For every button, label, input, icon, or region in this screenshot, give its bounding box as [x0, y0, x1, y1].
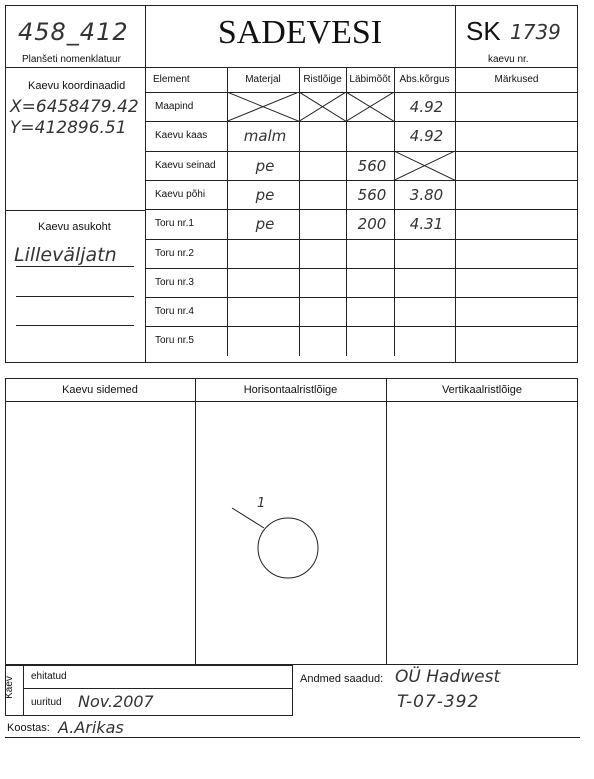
table-cell-cross [303, 121, 346, 150]
table-row-label: Kaevu kaas [155, 130, 208, 141]
table-cell-cross [303, 268, 346, 297]
compiled-value: A.Arikas [58, 718, 124, 737]
table-cell-diameter [350, 326, 394, 355]
table-cell-material: pe [255, 156, 275, 175]
table-cell-height [398, 268, 455, 297]
table-cell-notes [459, 92, 578, 121]
nomenclature-value: 458_412 [18, 18, 129, 46]
footer-vline-mid [292, 665, 293, 716]
side-label: Kaev [3, 676, 15, 699]
table-cell-notes [459, 121, 578, 150]
table-cell-notes [459, 209, 578, 238]
table-header-cell: Läbimõõt [349, 74, 391, 85]
table-col-divider [455, 67, 456, 356]
footer-vline-side [23, 665, 24, 716]
sk-prefix: SK [466, 16, 501, 46]
table-cell-cross [303, 239, 346, 268]
pipe-label: 1 [257, 496, 266, 511]
table-cell-material [231, 268, 299, 297]
table-cell-cross [303, 326, 346, 355]
table-cell-diameter [350, 121, 394, 150]
table-header-cell: Element [153, 74, 190, 85]
table-cell-cross [303, 209, 346, 238]
coordinates-label: Kaevu koordinaadid [28, 80, 126, 92]
table-cell-height [398, 297, 455, 326]
table-cell-material [231, 297, 299, 326]
table-header-cell: Materjal [245, 74, 281, 85]
surveyed-value: Nov.2007 [78, 692, 154, 711]
vertical-heading: Vertikaalristlõige [441, 384, 523, 396]
table-cell-cross [303, 92, 346, 121]
table-cell-diameter [350, 297, 394, 326]
table-cell-notes [459, 268, 578, 297]
footer-bottom-line [5, 715, 292, 716]
left-divider [5, 210, 145, 211]
footer-top-line [5, 665, 292, 666]
table-cell-diameter [350, 239, 394, 268]
built-label: ehitatud [31, 671, 67, 682]
table-row-label: Maapind [155, 101, 194, 112]
table-cell-notes [459, 326, 578, 355]
table-row-label: Toru nr.5 [155, 335, 194, 346]
coordinate-x: X=6458479.42 [10, 97, 139, 117]
table-cell-material: malm [243, 126, 287, 145]
footer-row-divider [23, 688, 292, 689]
sk-number: 1739 [510, 20, 561, 44]
table-cell-notes [459, 297, 578, 326]
location-line-2 [16, 296, 134, 297]
horizontal-section-drawing [196, 402, 386, 664]
table-cell-diameter [350, 92, 394, 121]
table-cell-height [398, 239, 455, 268]
sk-label: kaevu nr. [488, 54, 529, 65]
table-cell-height: 4.92 [409, 97, 444, 116]
table-cell-cross [303, 180, 346, 209]
table-cell-height [398, 326, 455, 355]
table-cell-diameter: 560 [357, 156, 387, 175]
data-from-label: Andmed saadud: [300, 673, 384, 685]
page-title: SADEVESI [217, 14, 383, 51]
data-from-code: T-07-392 [397, 692, 480, 712]
table-cell-material: pe [255, 185, 275, 204]
table-cell-notes [459, 239, 578, 268]
table-cell-notes [459, 151, 578, 180]
pipe-line [232, 508, 264, 528]
table-cell-height: 4.92 [409, 126, 444, 145]
coordinate-y: Y=412896.51 [10, 118, 127, 138]
table-row-label: Kaevu seinad [155, 160, 216, 171]
table-cell-diameter [350, 268, 394, 297]
table-cell-height: 4.31 [409, 214, 444, 233]
location-line-3 [16, 325, 134, 326]
data-from-value: OÜ Hadwest [395, 667, 501, 687]
table-cell-height [398, 151, 455, 180]
table-row-label: Toru nr.4 [155, 306, 194, 317]
header-vline-1 [145, 5, 146, 363]
table-cell-diameter: 560 [357, 185, 387, 204]
table-cell-material [231, 92, 299, 121]
compiled-underline [5, 737, 580, 738]
table-row-label: Toru nr.3 [155, 277, 194, 288]
table-cell-material: pe [255, 214, 275, 233]
nomenclature-label: Planšeti nomenklatuur [22, 54, 121, 65]
table-header-cell: Abs.kõrgus [399, 74, 450, 85]
sections-vline-2 [386, 378, 387, 665]
table-header-cell: Ristlõige [303, 74, 342, 85]
surveyed-label: uuritud [31, 697, 62, 708]
connections-heading: Kaevu sidemed [62, 384, 138, 396]
table-cell-diameter: 200 [357, 214, 387, 233]
table-cell-material [231, 239, 299, 268]
table-cell-notes [459, 180, 578, 209]
table-cell-material [231, 326, 299, 355]
table-row-label: Kaevu põhi [155, 189, 206, 200]
table-header-cell: Märkused [494, 74, 539, 85]
table-cell-height: 3.80 [409, 185, 444, 204]
horizontal-heading: Horisontaalristlõige [243, 384, 338, 396]
compiled-label: Koostas: [7, 722, 50, 734]
table-col-divider [394, 67, 395, 356]
table-row-label: Toru nr.1 [155, 218, 194, 229]
table-cell-cross [303, 297, 346, 326]
location-line-1 [16, 266, 134, 267]
well-circle [258, 518, 318, 578]
table-cell-cross [303, 151, 346, 180]
table-row-label: Toru nr.2 [155, 248, 194, 259]
location-label: Kaevu asukoht [38, 221, 111, 233]
location-value: Lilleväljatn [14, 244, 117, 266]
